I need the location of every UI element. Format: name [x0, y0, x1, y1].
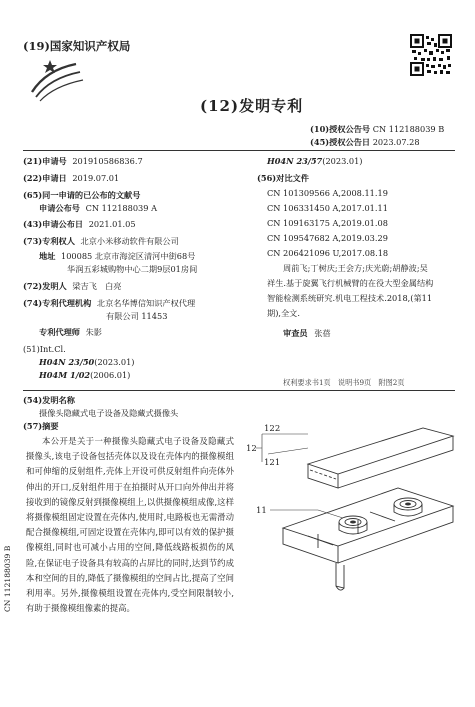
- inventors-label: (72)发明人: [23, 281, 67, 291]
- agency-line-2: 有限公司 11453: [106, 311, 168, 321]
- figure-label-121: 121: [264, 458, 281, 468]
- address-label: 地址: [39, 251, 56, 261]
- agency-line-1: 北京名华博信知识产权代理: [96, 298, 196, 308]
- base-front-face: [283, 528, 338, 563]
- application-date-label: (22)申请日: [23, 173, 67, 183]
- int-cl-2-version: (2006.01): [90, 370, 131, 380]
- application-number: [23, 156, 143, 168]
- patentee: [23, 236, 179, 248]
- classification: [267, 156, 363, 168]
- grant-number: [310, 124, 444, 136]
- document-type: (12)发明专利: [200, 97, 304, 115]
- header-rule: [23, 150, 455, 151]
- citation-3: CN 109163175 A,2019.01.08: [267, 218, 388, 228]
- figure-label-12: 12: [246, 444, 257, 454]
- address: [39, 251, 195, 263]
- inventors-value: 梁吉飞 白亮: [72, 281, 122, 291]
- prior-publication-heading: (65)同一申请的已公布的文献号: [23, 190, 141, 200]
- side-patent-number: CN 112188039 B: [3, 545, 12, 612]
- patentee-value: 北京小米移动软件有限公司: [80, 236, 179, 246]
- publication-date: [23, 219, 136, 231]
- cnipa-logo-icon: [28, 56, 88, 102]
- agent: [39, 327, 102, 339]
- office-name: (19)国家知识产权局: [23, 39, 131, 53]
- classification-version: (2023.01): [322, 156, 363, 166]
- citation-note-line-3: 智能检测系统研究.机电工程技术.2018,(第11: [267, 293, 433, 303]
- prior-publication: [39, 203, 157, 215]
- agent-label: 专利代理师: [39, 327, 80, 337]
- address-line-1: 100085 北京市海淀区清河中街68号: [61, 251, 196, 261]
- classification-code: H04N 23/57: [267, 156, 323, 166]
- agency: [23, 298, 195, 310]
- agency-label: (74)专利代理机构: [23, 298, 92, 308]
- prior-publication-label: [23, 190, 140, 202]
- citations-heading: (56)对比文件: [257, 173, 309, 183]
- base-side-face: [338, 506, 453, 563]
- citation-note-line-4: 期),全文.: [267, 308, 300, 318]
- figure-label-122: 122: [264, 424, 281, 434]
- inventors: [23, 281, 121, 293]
- patentee-label: (73)专利权人: [23, 236, 75, 246]
- prior-publication-value: CN 112188039 A: [85, 203, 157, 213]
- int-cl-1-version: (2023.01): [94, 357, 135, 367]
- grant-date-label: (45)授权公告日: [310, 137, 371, 147]
- invention-name: 摄像头隐藏式电子设备及隐藏式摄像头: [39, 408, 179, 418]
- application-date-value: 2019.07.01: [72, 173, 120, 183]
- abstract-heading: (57)摘要: [23, 421, 59, 431]
- citation-5: CN 206421096 U,2017.08.18: [267, 248, 389, 258]
- application-number-label: (21)申请号: [23, 156, 67, 166]
- prior-publication-sub-label: 申请公布号: [39, 203, 80, 213]
- abstract-text: 本公开是关于一种摄像头隐藏式电子设备及隐藏式摄像头,该电子设备包括壳体以及设在壳体内的摄像模组和可伸缩的反射组件,壳体上开设可供反射组件向壳体外伸出的开口,反射组件用于在拍摄时从开口向外伸出并将接收到的镜像反射到摄像模组上,以供摄像模组成像,这样将摄像模组固定设置在壳体内,使用时,电路板也无需滑动配合摄像模组,可固定设置在壳体内,即可以有效的保护摄像模组,同时也可减小占用的空间,降低线路板损伤的风险,在保证电子设备具有较高的占屏比的同时,达到节约成本和空间的目的,降低了摄像模组的空间占比,提高了空间利用率。另外,摄像模组设置在壳体内,受空间限制较小,有助于摄像模组像素的提高。: [26, 436, 234, 614]
- publication-date-value: 2021.01.05: [88, 219, 136, 229]
- base-top-face: [283, 488, 453, 546]
- citation-2: CN 106331450 A,2017.01.11: [267, 203, 388, 213]
- figure-label-11: 11: [256, 506, 267, 516]
- patent-figure: [248, 418, 458, 598]
- grant-date: [310, 137, 420, 149]
- citation-note-line-1: 周前飞;丁树庆;王会方;庆光蔚;胡静波;吴: [283, 263, 428, 273]
- top-plate-front: [308, 464, 338, 488]
- grant-date-value: 2023.07.28: [372, 137, 420, 147]
- citation-1: CN 101309566 A,2008.11.19: [267, 188, 388, 198]
- application-number-value: 201910586836.7: [72, 156, 143, 166]
- application-date: [23, 173, 119, 185]
- qr-code-icon: [410, 34, 452, 76]
- citation-4: CN 109547682 A,2019.03.29: [267, 233, 388, 243]
- citation-note-line-2: 祥生.基于旋翼飞行机械臂的在役大型金属结构: [267, 278, 434, 288]
- top-plate-face: [308, 428, 453, 474]
- grant-number-value: CN 112188039 B: [372, 124, 445, 134]
- int-cl-1: [39, 357, 135, 369]
- invention-name-heading: (54)发明名称: [23, 395, 75, 405]
- int-cl-2-code: H04M 1/02: [39, 370, 91, 380]
- int-cl-heading: (51)Int.Cl.: [23, 344, 66, 354]
- examiner-label: 审查员: [283, 328, 308, 338]
- agent-value: 朱影: [85, 327, 102, 337]
- connector-stem: [336, 563, 344, 588]
- publication-date-label: (43)申请公布日: [23, 219, 84, 229]
- address-line-2: 华润五彩城购物中心二期9层01房间: [67, 264, 198, 274]
- int-cl-1-code: H04N 23/50: [39, 357, 95, 367]
- top-plate-side: [338, 436, 453, 488]
- int-cl-2: [39, 370, 130, 382]
- examiner: [283, 328, 331, 340]
- grant-number-label: (10)授权公告号: [310, 124, 371, 134]
- examiner-value: 张蓓: [314, 328, 331, 338]
- page-counts: 权利要求书1页 说明书9页 附图2页: [283, 378, 405, 387]
- section-rule: [23, 390, 455, 391]
